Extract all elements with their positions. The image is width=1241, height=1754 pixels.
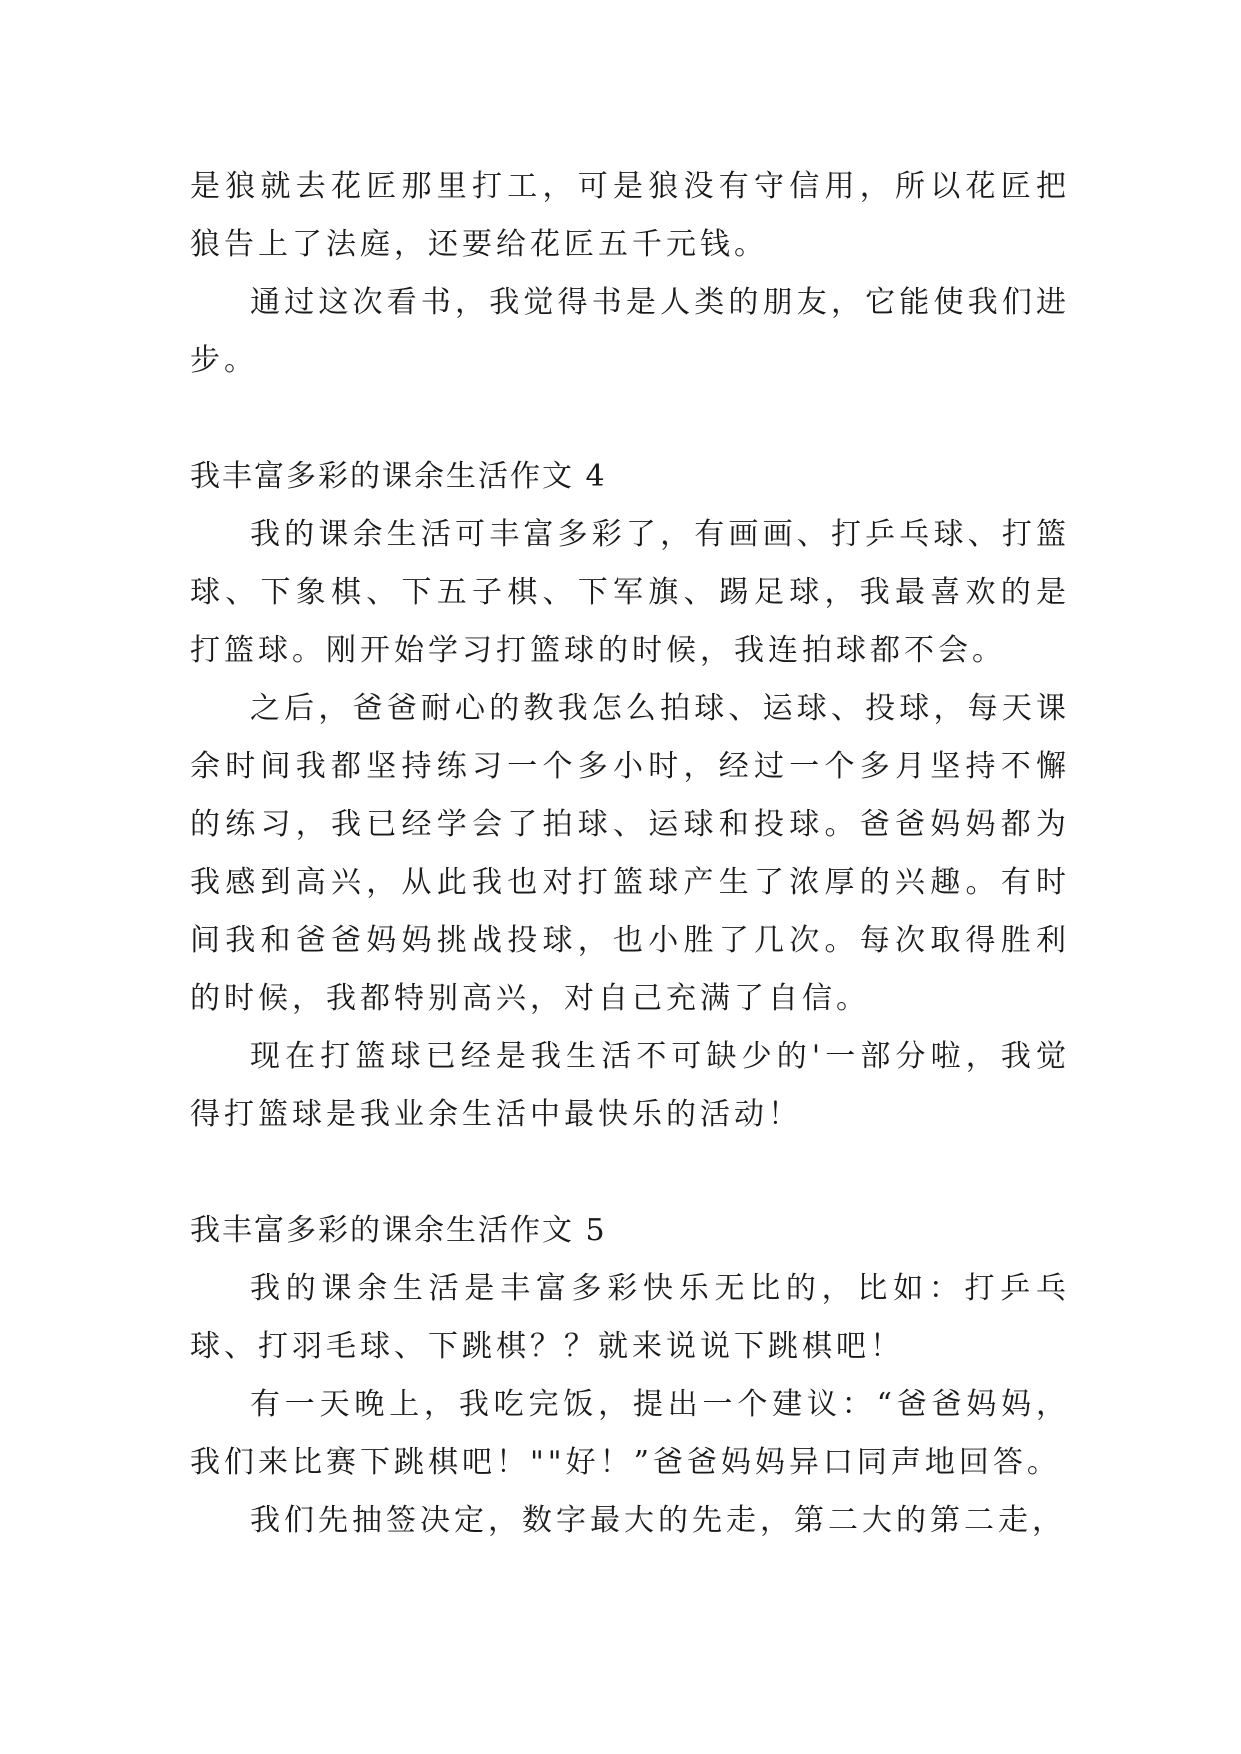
- paragraph: 有一天晚上，我吃完饭，提出一个建议：“爸爸妈妈，我们来比赛下跳棋吧！""好！”爸爸妈妈异口同声地回答。: [190, 1387, 1070, 1480]
- paragraph: 我们先抽签决定，数字最大的先走，第二大的第二走，: [250, 1503, 1066, 1538]
- paragraph: 我的课余生活是丰富多彩快乐无比的，比如：打乒乓球、打羽毛球、下跳棋？？就来说说下跳棋吧！: [190, 1271, 1070, 1364]
- essay-heading: 我丰富多彩的课余生活作文 4: [190, 459, 607, 494]
- paragraph-continued: 是狼就去花匠那里打工，可是狼没有守信用，所以花匠把狼告上了法庭，还要给花匠五千元钱。: [190, 169, 1070, 262]
- paragraph: 通过这次看书，我觉得书是人类的朋友，它能使我们进步。: [190, 285, 1070, 378]
- document-body: [190, 158, 1070, 1550]
- paragraph: 我的课余生活可丰富多彩了，有画画、打乒乓球、打篮球、下象棋、下五子棋、下军旗、踢足球，我最喜欢的是打篮球。刚开始学习打篮球的时候，我连拍球都不会。: [190, 517, 1070, 668]
- essay-heading: 我丰富多彩的课余生活作文 5: [190, 1213, 607, 1248]
- paragraph: 之后，爸爸耐心的教我怎么拍球、运球、投球，每天课余时间我都坚持练习一个多小时，经过一个多月坚持不懈的练习，我已经学会了拍球、运球和投球。爸爸妈妈都为我感到高兴，从此我也对打篮球产生了浓厚的兴趣。有时间我和爸爸妈妈挑战投球，也小胜了几次。每次取得胜利的时候，我都特别高兴，对自己充满了自信。: [190, 691, 1070, 1016]
- paragraph: 现在打篮球已经是我生活不可缺少的'一部分啦，我觉得打篮球是我业余生活中最快乐的活动！: [190, 1039, 1070, 1132]
